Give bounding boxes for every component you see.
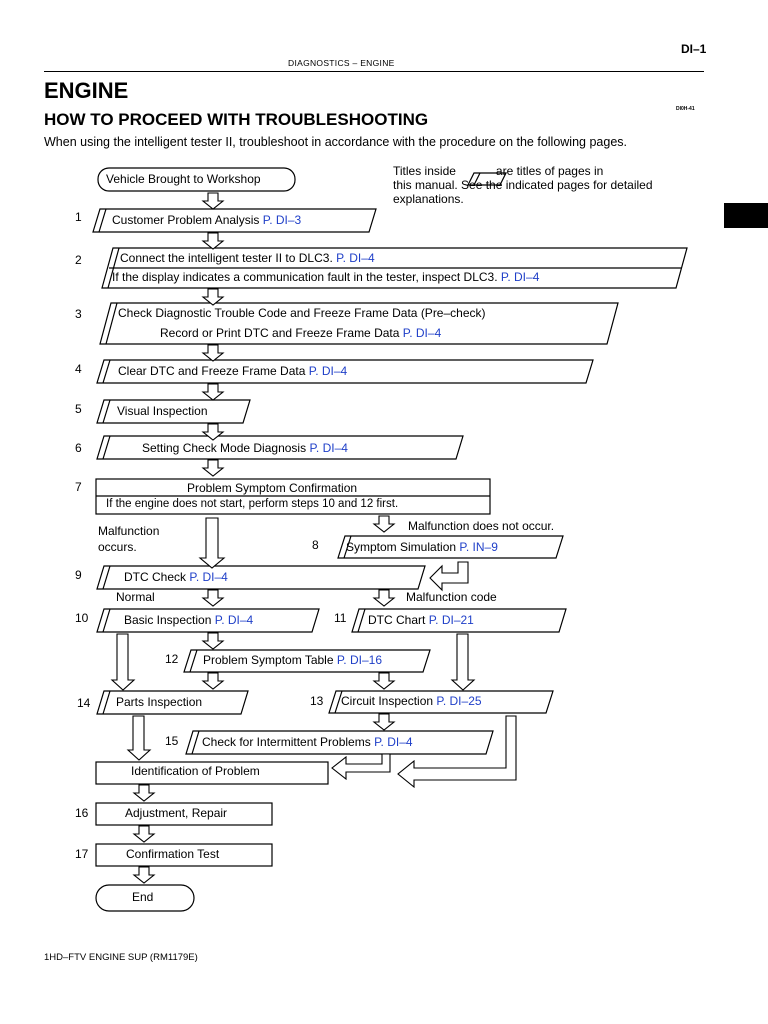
- down-arrow-icon: [203, 345, 223, 361]
- long-arrow-14-id: [128, 716, 150, 760]
- page-ref[interactable]: P. DI–4: [374, 735, 413, 749]
- page-number: DI–1: [681, 42, 707, 56]
- step-number: 1: [75, 210, 82, 224]
- step-3-sublabel: Record or Print DTC and Freeze Frame Data P. DI–4: [160, 326, 442, 340]
- normal-label: Normal: [116, 590, 155, 604]
- step-7-sublabel: If the engine does not start, perform steps 10 and 12 first.: [106, 498, 399, 510]
- malfunction-occurs-arrow: [200, 518, 224, 568]
- step-14-label: Parts Inspection: [116, 695, 203, 709]
- malfunction-not-label: Malfunction does not occur.: [408, 519, 555, 533]
- page-footer: 1HD–FTV ENGINE SUP (RM1179E): [44, 952, 198, 963]
- return-arrow-8-9: [430, 562, 468, 590]
- step-number: 3: [75, 307, 82, 321]
- page-ref[interactable]: P. DI–4: [309, 441, 348, 455]
- step-number: 7: [75, 480, 82, 494]
- step-number: 6: [75, 441, 82, 455]
- legend-rest: this manual. See the indicated pages for detailed explanations.: [393, 178, 653, 206]
- down-arrow-icon: [374, 590, 394, 606]
- step-number: 2: [75, 253, 82, 267]
- long-arrow-11-13: [452, 634, 474, 690]
- identification-label: Identification of Problem: [131, 764, 260, 778]
- down-arrow-icon: [134, 867, 154, 883]
- step-3-label: Check Diagnostic Trouble Code and Freeze Frame Data (Pre–check): [118, 306, 486, 320]
- step-2-label: Connect the intelligent tester II to DLC3. P. DI–4: [120, 251, 375, 265]
- page-ref[interactable]: P. DI–4: [189, 570, 228, 584]
- step-number: 12: [165, 652, 179, 666]
- down-arrow-icon: [203, 633, 223, 649]
- step-8-label: Symptom Simulation P. IN–9: [346, 540, 498, 554]
- malfunction-code-label: Malfunction code: [406, 590, 497, 604]
- down-arrow-icon: [203, 590, 223, 606]
- page-subtitle: HOW TO PROCEED WITH TROUBLESHOOTING: [44, 110, 429, 129]
- legend-suffix: are titles of pages in: [495, 164, 604, 178]
- down-arrow-icon: [203, 424, 223, 440]
- step-number: 14: [77, 696, 91, 710]
- arrow-15-to-id: [332, 754, 390, 779]
- page-ref[interactable]: P. DI–16: [336, 653, 382, 667]
- step-9-label: DTC Check P. DI–4: [124, 570, 228, 584]
- down-arrow-icon: [374, 673, 394, 689]
- down-arrow-icon: [374, 714, 394, 730]
- page-ref[interactable]: P. DI–4: [336, 251, 375, 265]
- section-title: ENGINE: [44, 78, 129, 103]
- step-number: 8: [312, 538, 319, 552]
- step-11-label: DTC Chart P. DI–21: [368, 613, 474, 627]
- page-ref[interactable]: P. DI–21: [428, 613, 474, 627]
- step-5-label: Visual Inspection: [117, 404, 208, 418]
- intro-text: When using the intelligent tester II, troubleshoot in accordance with the procedure on the following pages.: [44, 135, 627, 149]
- page-ref[interactable]: P. DI–3: [262, 213, 302, 227]
- down-arrow-icon: [203, 233, 223, 249]
- legend-parallelogram-icon: [468, 173, 506, 185]
- step-4-label: Clear DTC and Freeze Frame Data P. DI–4: [118, 364, 348, 378]
- malfunction-occurs-label: Malfunction occurs.: [98, 524, 160, 554]
- step-number: 4: [75, 362, 82, 376]
- step-number: 5: [75, 402, 82, 416]
- step-16-label: Adjustment, Repair: [125, 806, 228, 820]
- page-ref[interactable]: P. DI–4: [308, 364, 348, 378]
- page-ref[interactable]: P. DI–25: [436, 694, 482, 708]
- long-arrow-10-14: [112, 634, 134, 690]
- page-ref[interactable]: P. DI–4: [402, 326, 442, 340]
- step-1-label: Customer Problem Analysis P. DI–3: [112, 213, 302, 227]
- down-arrow-icon: [134, 826, 154, 842]
- down-arrow-icon: [374, 516, 394, 532]
- down-arrow-icon: [203, 384, 223, 400]
- legend-prefix: Titles inside: [393, 164, 456, 178]
- step-number: 13: [310, 694, 324, 708]
- step-number: 16: [75, 806, 89, 820]
- step-12-label: Problem Symptom Table P. DI–16: [203, 653, 382, 667]
- step-number: 10: [75, 611, 89, 625]
- step-6-label: Setting Check Mode Diagnosis P. DI–4: [142, 441, 348, 455]
- page-ref[interactable]: P. DI–4: [214, 613, 254, 627]
- step-17-label: Confirmation Test: [126, 847, 220, 861]
- step-number: 11: [334, 611, 347, 625]
- step-13-label: Circuit Inspection P. DI–25: [341, 694, 482, 708]
- down-arrow-icon: [203, 460, 223, 476]
- down-arrow-icon: [134, 785, 154, 801]
- down-arrow-icon: [203, 193, 223, 209]
- document-code: DI0H-41: [676, 106, 695, 112]
- down-arrow-icon: [203, 673, 223, 689]
- page-ref[interactable]: P. IN–9: [459, 540, 498, 554]
- step-number: 15: [165, 734, 179, 748]
- step-number: 9: [75, 568, 82, 582]
- step-number: 17: [75, 847, 89, 861]
- page-ref[interactable]: P. DI–4: [500, 270, 540, 284]
- end-label: End: [132, 890, 154, 904]
- step-15-label: Check for Intermittent Problems P. DI–4: [202, 735, 413, 749]
- arrow-13-to-id: [398, 716, 516, 787]
- step-10-label: Basic Inspection P. DI–4: [124, 613, 254, 627]
- step-2-sublabel: If the display indicates a communication fault in the tester, inspect DLC3. P. DI–4: [112, 270, 540, 284]
- running-header: DIAGNOSTICS – ENGINE: [288, 58, 395, 68]
- step-7-label: Problem Symptom Confirmation: [187, 481, 358, 495]
- start-label: Vehicle Brought to Workshop: [106, 172, 261, 186]
